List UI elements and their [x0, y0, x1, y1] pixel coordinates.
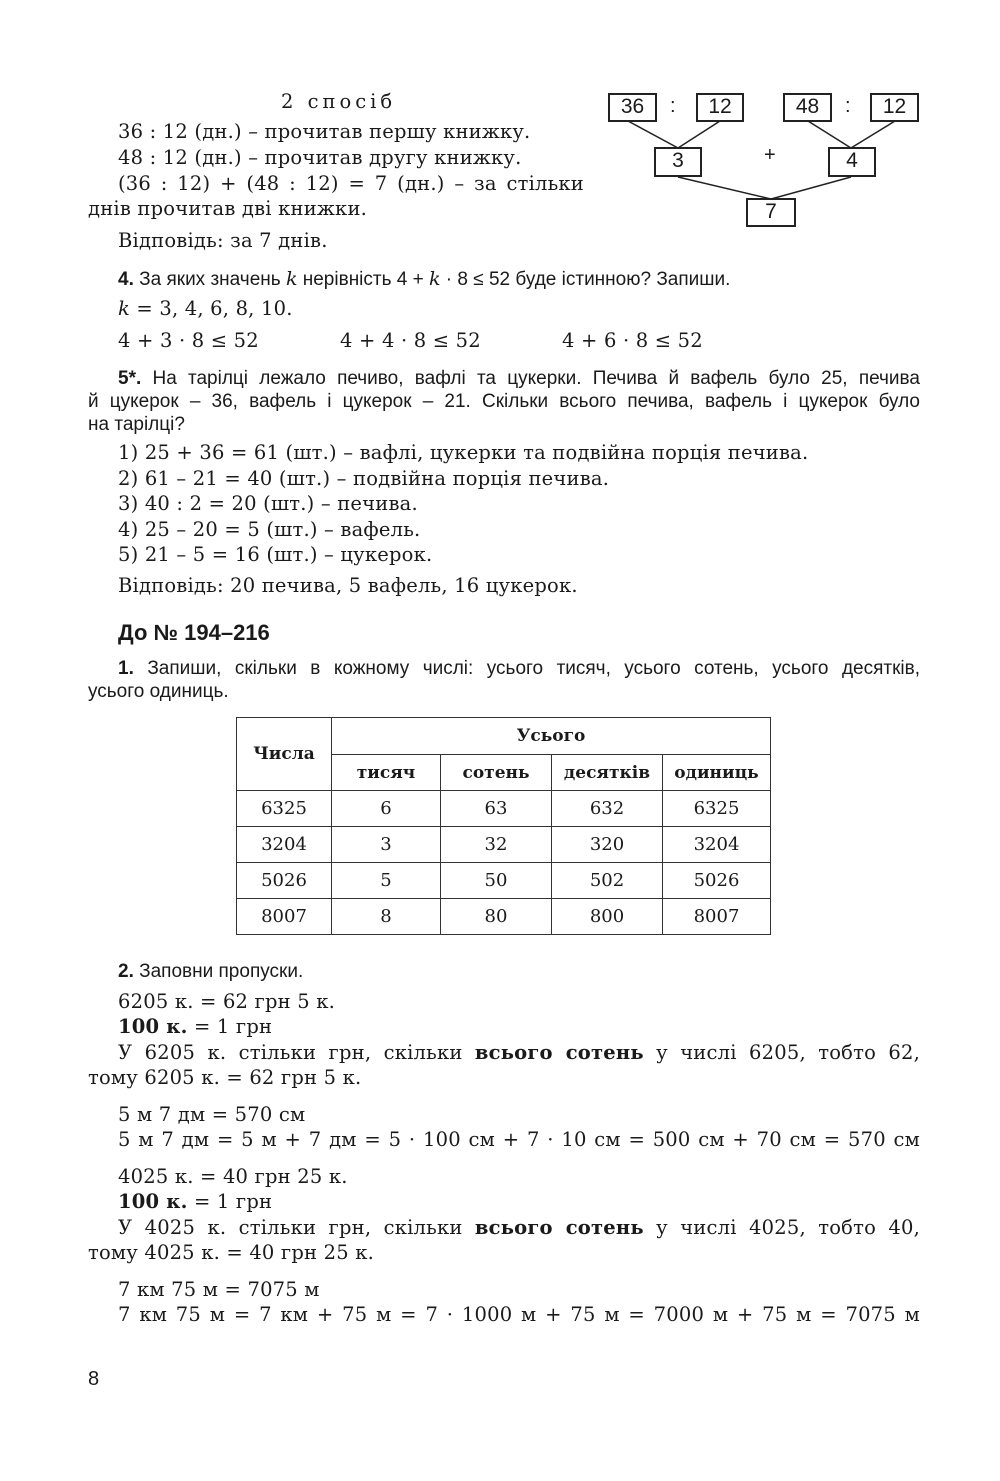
inequality-2: 4 + 4 · 8 ≤ 52: [340, 329, 481, 352]
block2-line-2: 5 м 7 дм = 5 м + 7 дм = 5 · 100 см + 7 · 10 см = 500 см + 70 см = 570 см: [118, 1128, 920, 1151]
header-numbers: Числа: [237, 718, 332, 791]
step-3: 3) 40 : 2 = 20 (шт.) – печива.: [118, 492, 418, 515]
task5-text-1: 5*. На тарілці лежало печиво, вафлі та цукерки. Печива й вафель було 25, печива: [118, 368, 920, 389]
diagram-result-4: 4: [828, 147, 876, 177]
block4-line-1: 7 км 75 м = 7075 м: [118, 1278, 320, 1301]
header-thousands: тисяч: [332, 755, 441, 791]
task5-number: 5*.: [118, 368, 142, 389]
solution-line-1: 36 : 12 (дн.) – прочитав першу книжку.: [118, 120, 531, 143]
table-row: 3204 3 32 320 3204: [237, 827, 771, 863]
diagram-total-7: 7: [746, 198, 796, 227]
task4-question: 4. За яких значень k нерівність 4 + k · 8 ≤ 52 буде істинною? Запиши.: [118, 268, 731, 290]
block3-line-3: У 4025 к. стільки грн, скільки всього сотень у числі 4025, тобто 40,: [118, 1216, 921, 1239]
step-2: 2) 61 – 21 = 40 (шт.) – подвійна порція печива.: [118, 467, 610, 490]
task5-answer: Відповідь: 20 печива, 5 вафель, 16 цукерок.: [118, 574, 578, 597]
task5-text-3: на тарілці?: [88, 414, 185, 435]
task2-title: 2. Заповни пропуски.: [118, 961, 304, 982]
task1-text-1: 1. Запиши, скільки в кожному числі: усього тисяч, усього сотень, усього десятків,: [118, 658, 920, 679]
header-total: Усього: [332, 718, 771, 755]
solution-line-3: (36 : 12) + (48 : 12) = 7 (дн.) – за стільки: [118, 172, 584, 195]
solution-line-4: днів прочитав дві книжки.: [88, 197, 368, 220]
diagram-divide-sign: :: [845, 95, 851, 117]
diagram-box-36: 36: [608, 93, 657, 122]
method-heading: 2 спосіб: [281, 90, 397, 113]
page-number: 8: [88, 1368, 100, 1390]
table-row: 6325 6 63 632 6325: [237, 791, 771, 827]
table-row: 5026 5 50 502 5026: [237, 863, 771, 899]
diagram-box-12-left: 12: [696, 93, 744, 122]
solution-line-2: 48 : 12 (дн.) – прочитав другу книжку.: [118, 146, 522, 169]
diagram-result-3: 3: [654, 147, 702, 177]
diagram-box-12-right: 12: [870, 93, 919, 122]
block1-line-1: 6205 к. = 62 грн 5 к.: [118, 990, 336, 1013]
diagram-plus-sign: +: [764, 144, 776, 166]
diagram-box-48: 48: [783, 93, 832, 122]
task1-number: 1.: [118, 658, 134, 679]
step-1: 1) 25 + 36 = 61 (шт.) – вафлі, цукерки та подвійна порція печива.: [118, 441, 809, 464]
task4-values: k = 3, 4, 6, 8, 10.: [118, 297, 293, 320]
inequality-1: 4 + 3 · 8 ≤ 52: [118, 329, 259, 352]
answer-line: Відповідь: за 7 днів.: [118, 229, 328, 252]
block4-line-2: 7 км 75 м = 7 км + 75 м = 7 · 1000 м + 75 м = 7000 м + 75 м = 7075 м: [118, 1303, 920, 1326]
block3-line-4: тому 4025 к. = 40 грн 25 к.: [88, 1241, 375, 1264]
diagram-connectors: [0, 0, 1000, 240]
task5-text-2: й цукерок – 36, вафель і цукерок – 21. Скільки всього печива, вафель і цукерок було: [88, 391, 920, 412]
inequality-3: 4 + 6 · 8 ≤ 52: [562, 329, 703, 352]
header-units: одиниць: [663, 755, 771, 791]
block3-line-1: 4025 к. = 40 грн 25 к.: [118, 1165, 348, 1188]
block1-line-4: тому 6205 к. = 62 грн 5 к.: [88, 1066, 362, 1089]
task2-number: 2.: [118, 961, 134, 982]
step-4: 4) 25 – 20 = 5 (шт.) – вафель.: [118, 518, 421, 541]
step-5: 5) 21 – 5 = 16 (шт.) – цукерок.: [118, 543, 433, 566]
task1-text-2: усього одиниць.: [88, 681, 229, 702]
header-hundreds: сотень: [441, 755, 552, 791]
header-tens: десятків: [552, 755, 663, 791]
task4-number: 4.: [118, 269, 134, 290]
block1-line-3: У 6205 к. стільки грн, скільки всього сотень у числі 6205, тобто 62,: [118, 1041, 921, 1064]
block2-line-1: 5 м 7 дм = 570 см: [118, 1103, 306, 1126]
table-row: 8007 8 80 800 8007: [237, 899, 771, 935]
block3-line-2: 100 к. = 1 грн: [118, 1190, 273, 1213]
places-table: [236, 717, 771, 935]
block1-line-2: 100 к. = 1 грн: [118, 1015, 273, 1038]
diagram-divide-sign: :: [670, 95, 676, 117]
section-title: До № 194–216: [118, 620, 270, 645]
